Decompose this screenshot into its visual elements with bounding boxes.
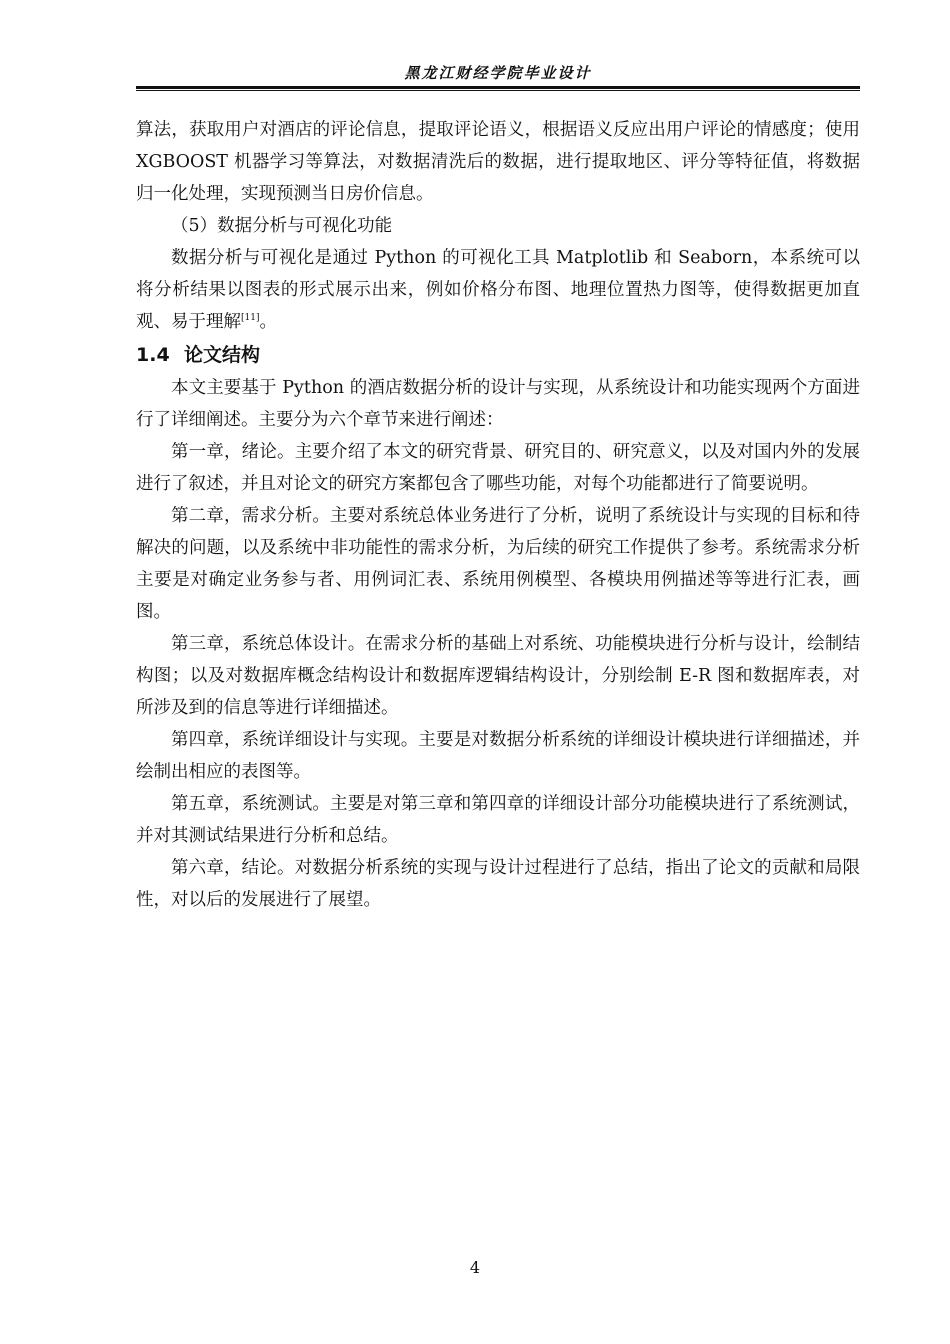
section-title: 论文结构 (184, 344, 261, 366)
paragraph-chapter-5: 第五章，系统测试。主要是对第三章和第四章的详细设计部分功能模块进行了系统测试，并对其测试结果进行分析和总结。 (136, 794, 860, 846)
paragraph-chapter-6: 第六章，结论。对数据分析系统的实现与设计过程进行了总结，指出了论文的贡献和局限性，对以后的发展进行了展望。 (136, 858, 860, 910)
paragraph-chapter-3: 第三章，系统总体设计。在需求分析的基础上对系统、功能模块进行分析与设计，绘制结构图；以及对数据库概念结构设计和数据库逻辑结构设计，分别绘制 E-R 图和数据库表，对所涉及到的信息等进行详细描述。 (136, 634, 860, 718)
paragraph-chapter-2: 第二章，需求分析。主要对系统总体业务进行了分析，说明了系统设计与实现的目标和待解决的问题，以及系统中非功能性的需求分析，为后续的研究工作提供了参考。系统需求分析主要是对确定业务参与者、用例词汇表、系统用例模型、各模块用例描述等等进行汇表，画图。 (136, 506, 860, 622)
header-rule-thin (136, 90, 860, 91)
section-heading (136, 338, 860, 372)
page-header-title: 黑龙江财经学院毕业设计 (404, 64, 592, 82)
subsection-label: （5）数据分析与可视化功能 (171, 216, 393, 236)
paragraph-intro: 本文主要基于 Python 的酒店数据分析的设计与实现，从系统设计和功能实现两个方面进行了详细阐述。主要分为六个章节来进行阐述： (136, 378, 860, 430)
document-body (136, 114, 860, 916)
paragraph-visualization-text: 数据分析与可视化是通过 Python 的可视化工具 Matplotlib 和 Seaborn，本系统可以将分析结果以图表的形式展示出来，例如价格分布图、地理位置热力图等，使得数据更加直观、易于理解 (136, 248, 860, 332)
paragraph-visualization-end: 。 (259, 312, 277, 332)
citation-marker: [11] (241, 313, 260, 324)
paragraph-chapter-1: 第一章，绪论。主要介绍了本文的研究背景、研究目的、研究意义，以及对国内外的发展进行了叙述，并且对论文的研究方案都包含了哪些功能，对每个功能都进行了简要说明。 (136, 442, 860, 494)
page-number: 4 (469, 1258, 481, 1277)
paragraph-continued: 算法，获取用户对酒店的评论信息，提取评论语义，根据语义反应出用户评论的情感度；使用 XGBOOST 机器学习等算法，对数据清洗后的数据，进行提取地区、评分等特征值，将数据归一化处理，实现预测当日房价信息。 (136, 120, 860, 204)
paragraph-chapter-4: 第四章，系统详细设计与实现。主要是对数据分析系统的详细设计模块进行详细描述，并绘制出相应的表图等。 (136, 730, 860, 782)
paragraph-visualization (136, 242, 860, 338)
section-number: 1.4 (136, 344, 170, 366)
header-rule (136, 86, 860, 89)
